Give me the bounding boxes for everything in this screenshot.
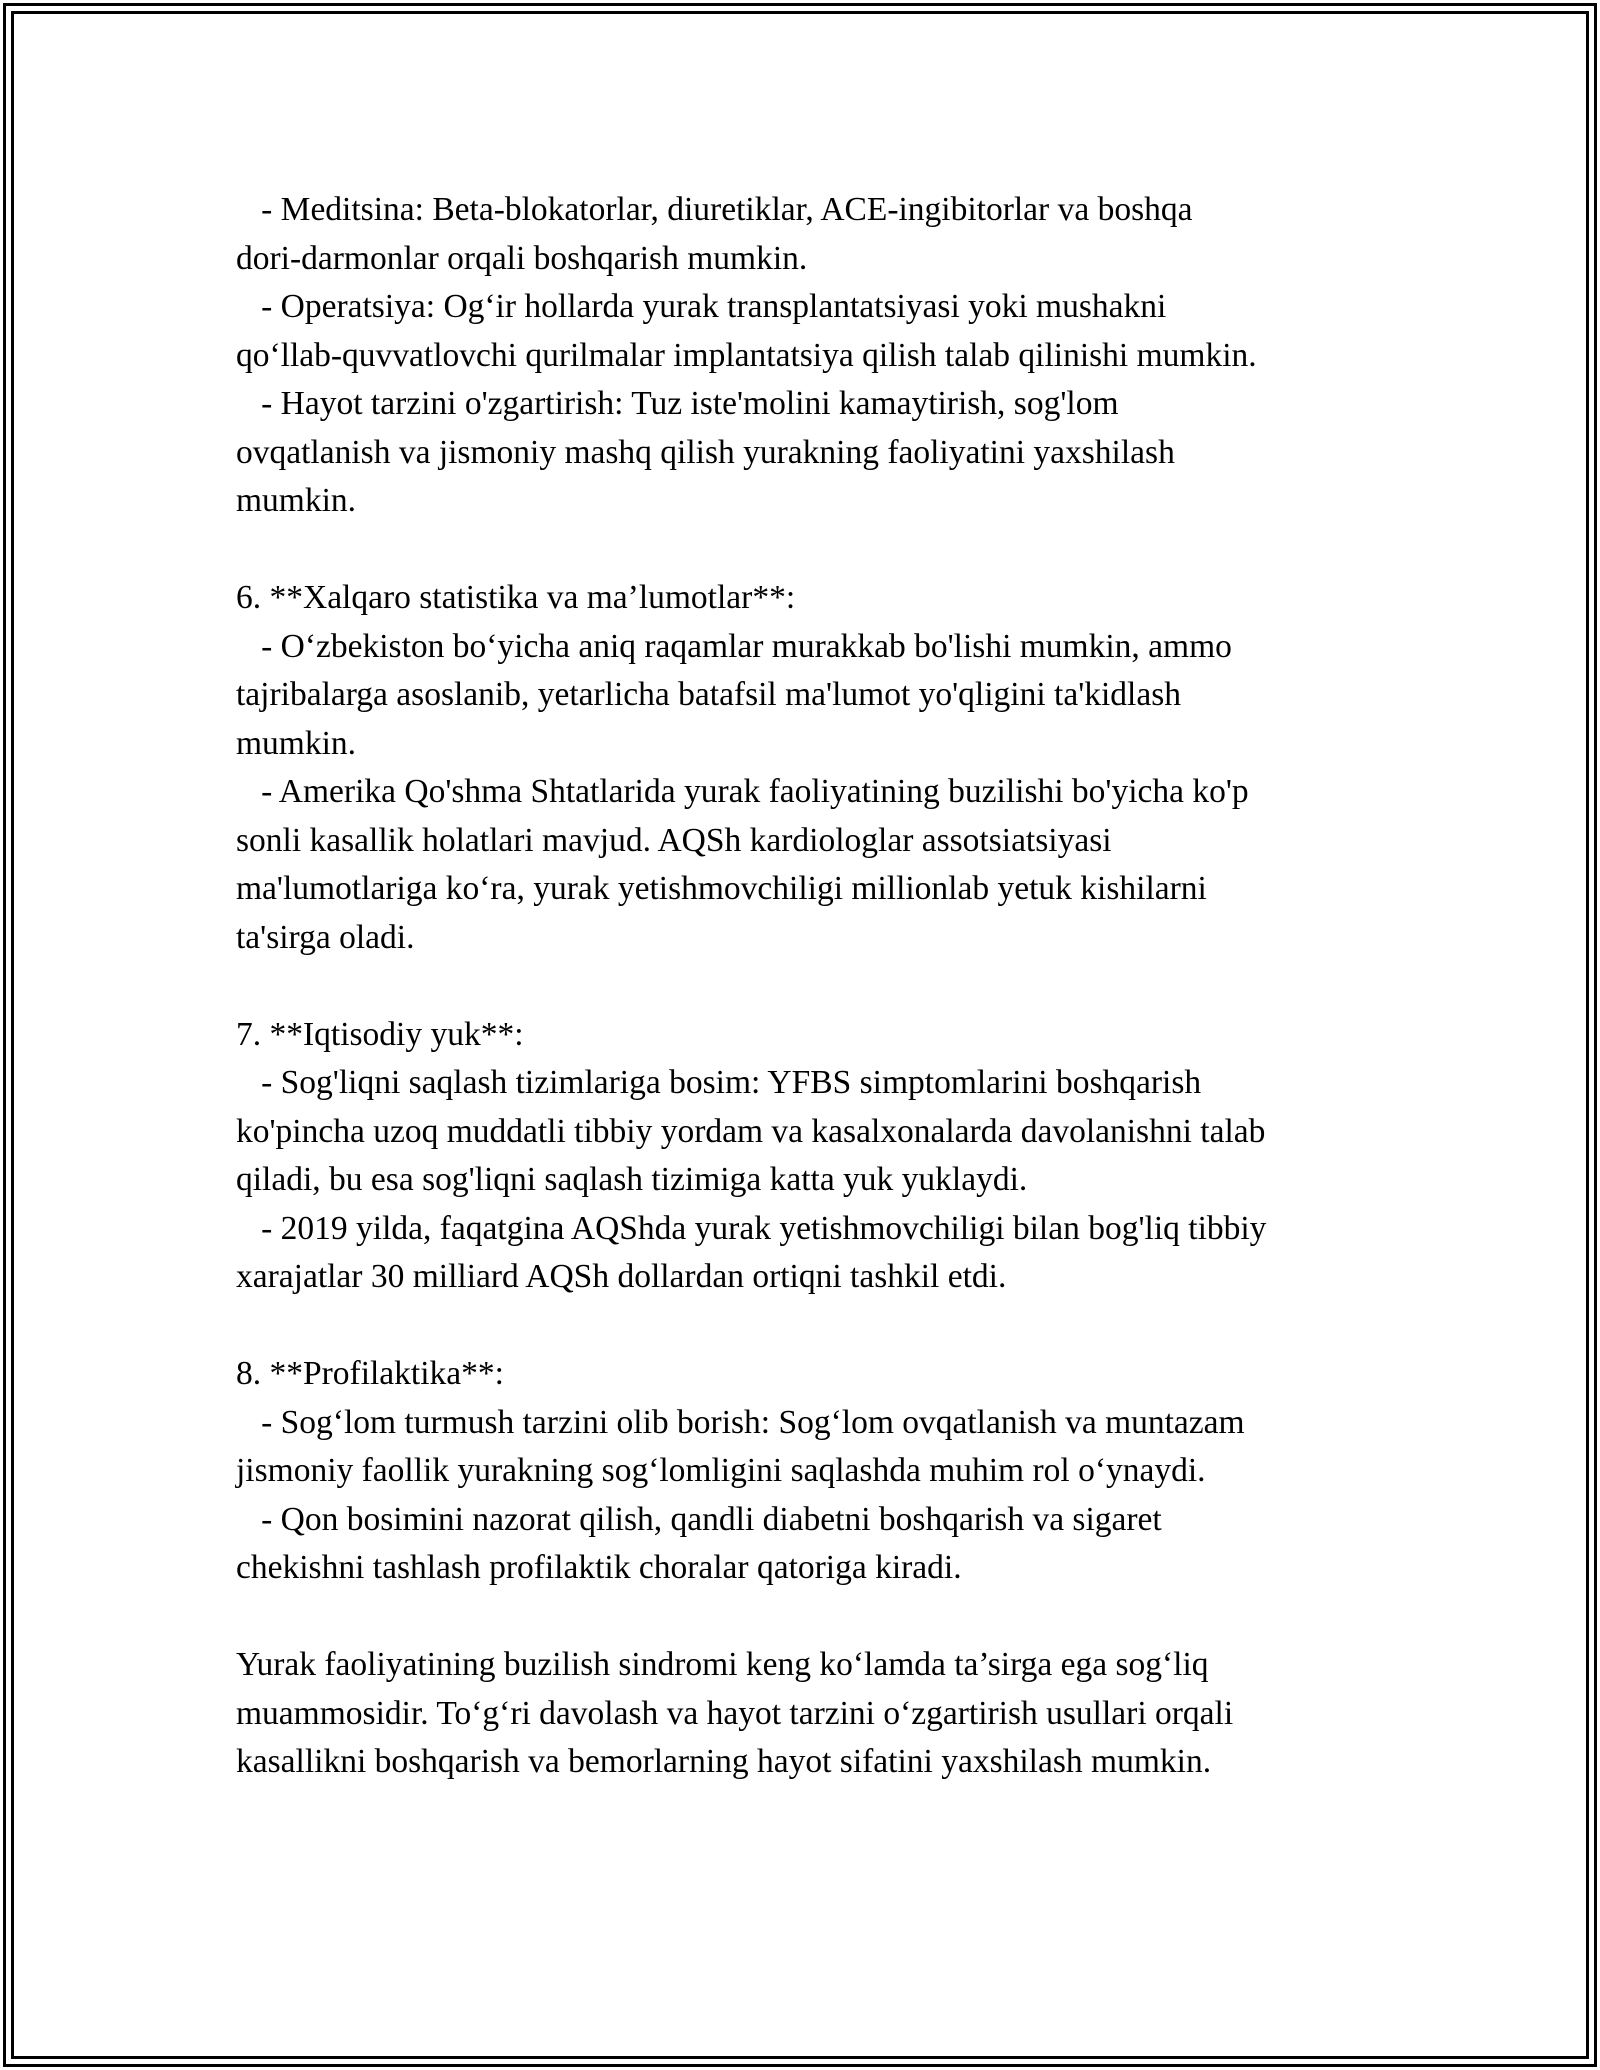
text-line: qiladi, bu esa sog'liqni saqlash tizimiga katta yuk yuklaydi. bbox=[236, 1161, 1028, 1198]
text-line: tajribalarga asoslanib, yetarlicha batafsil ma'lumot yo'qligini ta'kidlash bbox=[236, 676, 1182, 713]
text-line: ta'sirga oladi. bbox=[236, 918, 415, 956]
text-line: sonli kasallik holatlari mavjud. AQSh kardiologlar assotsiatsiyasi bbox=[236, 821, 1112, 859]
text-line: dori-darmonlar orqali boshqarish mumkin. bbox=[236, 239, 808, 277]
text-line: - 2019 yilda, faqatgina AQShda yurak yetishmovchiligi bilan bog'liq tibbiy bbox=[236, 1209, 1267, 1247]
conclusion-line: muammosidir. To‘g‘ri davolash va hayot tarzini o‘zgartirish usullari orqali bbox=[236, 1694, 1234, 1732]
text-line: - Qon bosimini nazorat qilish, qandli diabetni boshqarish va sigaret bbox=[236, 1500, 1162, 1538]
text-line: jismoniy faollik yurakning sog‘lomligini saqlashda muhim rol o‘ynaydi. bbox=[236, 1452, 1206, 1489]
section-heading: 8. **Profilaktika**: bbox=[236, 1355, 504, 1392]
text-line: ovqatlanish va jismoniy mashq qilish yurakning faoliyatini yaxshilash bbox=[236, 433, 1175, 471]
text-line: - Operatsiya: Og‘ir hollarda yurak transplantatsiyasi yoki mushakni bbox=[236, 288, 1167, 325]
text-line: mumkin. bbox=[236, 724, 357, 762]
conclusion-line: Yurak faoliyatining buzilish sindromi keng ko‘lamda ta’sirga ega sog‘liq bbox=[236, 1646, 1209, 1683]
text-line: - Meditsina: Beta-blokatorlar, diuretiklar, ACE-ingibitorlar va boshqa bbox=[236, 191, 1193, 228]
blank-line bbox=[236, 962, 1406, 1011]
text-line: mumkin. bbox=[236, 482, 357, 519]
text-line: ko'pincha uzoq muddatli tibbiy yordam va kasalxonalarda davolanishni talab bbox=[236, 1112, 1266, 1150]
text-line: qo‘llab-quvvatlovchi qurilmalar implantatsiya qilish talab qilinishi mumkin. bbox=[236, 336, 1257, 374]
blank-line bbox=[236, 1593, 1406, 1642]
document-body bbox=[236, 186, 1406, 1787]
text-line: - Sog'liqni saqlash tizimlariga bosim: YFBS simptomlarini boshqarish bbox=[236, 1064, 1202, 1101]
text-line: - Amerika Qo'shma Shtatlarida yurak faoliyatining buzilishi bo'yicha ko'p bbox=[236, 773, 1249, 810]
text-line: chekishni tashlash profilaktik choralar qatoriga kiradi. bbox=[236, 1549, 962, 1586]
blank-line bbox=[236, 1302, 1406, 1351]
text-line: - Sog‘lom turmush tarzini olib borish: Sog‘lom ovqatlanish va muntazam bbox=[236, 1403, 1245, 1441]
text-line: ma'lumotlariga ko‘ra, yurak yetishmovchiligi millionlab yetuk kishilarni bbox=[236, 870, 1207, 907]
section-heading: 7. **Iqtisodiy yuk**: bbox=[236, 1015, 524, 1053]
text-line: - O‘zbekiston bo‘yicha aniq raqamlar murakkab bo'lishi mumkin, ammo bbox=[236, 627, 1232, 665]
blank-line bbox=[236, 526, 1406, 575]
section-heading: 6. **Xalqaro statistika va ma’lumotlar**: bbox=[236, 579, 796, 616]
text-line: xarajatlar 30 milliard AQSh dollardan ortiqni tashkil etdi. bbox=[236, 1258, 1007, 1295]
text-line: - Hayot tarzini o'zgartirish: Tuz iste'molini kamaytirish, sog'lom bbox=[236, 385, 1119, 422]
conclusion-line: kasallikni boshqarish va bemorlarning hayot sifatini yaxshilash mumkin. bbox=[236, 1743, 1212, 1780]
